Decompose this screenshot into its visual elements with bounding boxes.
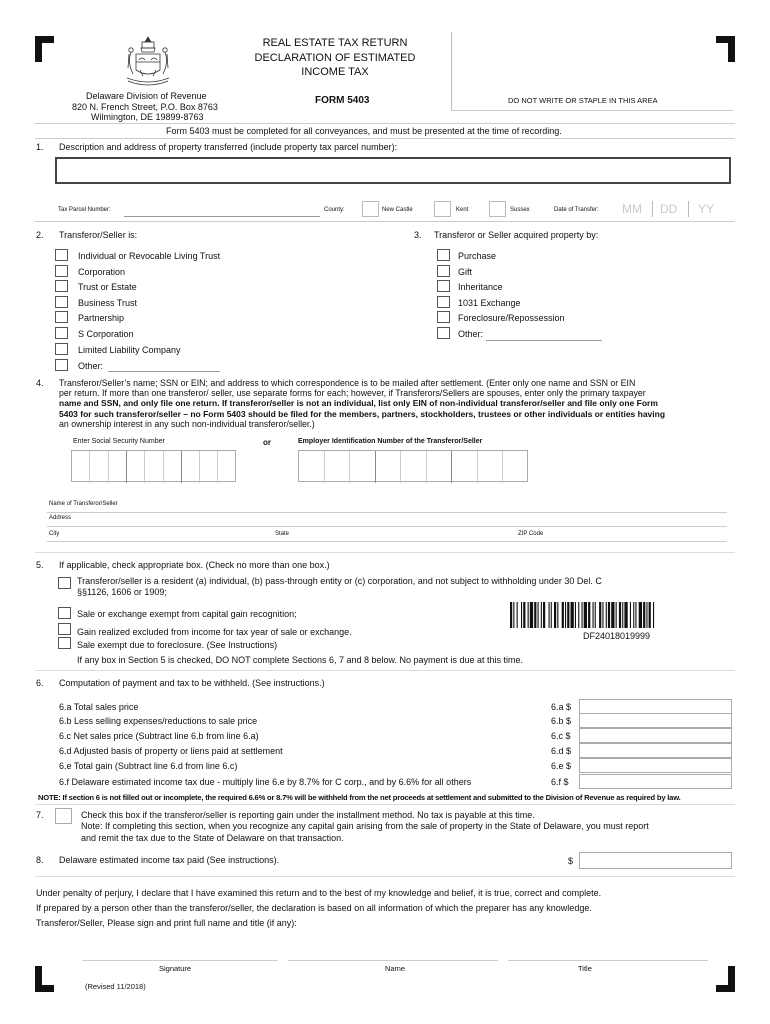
delaware-state-seal [123,34,173,90]
or-label: or [263,438,271,447]
corner-mark-bottom-left-stem [35,966,42,992]
digit-cell-divider [89,451,90,483]
agency-address-1: 820 N. French Street, P.O. Box 8763 [72,102,218,112]
barcode-bar [557,602,558,628]
s4-line-2: per return. If more than one transferor/ seller, use separate forms for each; however, if Transferors/Sellers are spouses, enter only the primary taxpayer [59,388,646,399]
s8-tax-paid-input[interactable] [579,852,732,869]
barcode-bar [599,602,601,628]
barcode-bar [619,602,621,628]
signature-input[interactable] [82,960,278,961]
s4-line-4: 5403 for such transferor/seller – no Form 5403 should be filed for the members, partners, stockholders, trustees or other individuals or entities having [59,408,666,419]
computation-line-text: 6.f Delaware estimated income tax due - multiply line 6.e by 8.7% for C corp., and by 6.6% for all others [59,777,472,787]
agency-address-2: Wilmington, DE 19899-8763 [91,112,204,122]
computation-amount-input[interactable] [579,758,732,773]
transferor-name-input[interactable] [47,512,727,513]
form-number: FORM 5403 [315,95,370,106]
new-castle-checkbox[interactable] [362,201,379,217]
parcel-label: Tax Parcel Number: [58,207,111,213]
acquisition-type-label: Other: [458,329,484,339]
sussex-label: Sussex [510,207,530,213]
s5-exempt-capital-gain-label: Sale or exchange exempt from capital gain recognition; [77,609,297,619]
transferor-type-checkbox[interactable] [55,296,68,308]
barcode-bar [521,602,522,628]
header-rule [35,123,735,124]
form-title [235,36,435,80]
digit-cell-divider [108,451,109,483]
transferor-type-label: Limited Liability Company [78,345,181,355]
barcode-bar [649,602,651,628]
do-not-write-notice: DO NOT WRITE OR STAPLE IN THIS AREA [508,96,658,105]
s5-exempt-capital-gain-checkbox[interactable] [58,607,71,619]
digit-cell-divider [451,451,452,483]
barcode-bar [538,602,539,628]
s7-line-3: and remit the tax due to the State of Delaware on that transaction. [81,833,344,843]
digit-cell-divider [477,451,478,483]
s5-gain-excluded-checkbox[interactable] [58,623,71,635]
computation-line-text: 6.c Net sales price (Subtract line 6.b from line 6.a) [59,731,259,741]
barcode-bar [588,602,590,628]
computation-amount-input[interactable] [579,728,732,743]
digit-cell-divider [199,451,200,483]
form-title-line-1: REAL ESTATE TAX RETURN [262,37,408,49]
computation-line-text: 6.e Total gain (Subtract line 6.d from line 6.c) [59,761,238,771]
title-input[interactable] [508,960,708,961]
s4-number: 4. [36,378,44,388]
s6-note: NOTE: If section 6 is not filled out or incomplete, the required 6.6% or 8.7% will be withheld from the net proceeds at settlement and submitted to the Division of Revenue as required by law. [38,793,681,802]
computation-line-text: 6.a Total sales price [59,702,139,712]
barcode-bar [606,602,607,628]
form-title-line-3: INCOME TAX [301,66,369,78]
barcode-bar [630,602,631,628]
s5-resident-label-2: §§1126, 1606 or 1909; [77,587,167,597]
barcode-bar [575,602,576,628]
section-1-rule [35,221,735,222]
barcode-bar [616,602,617,628]
barcode-bar [582,602,583,628]
transferor-type-label: Individual or Revocable Living Trust [78,251,221,261]
property-description-input[interactable] [55,157,731,184]
barcode-bar [653,602,654,628]
barcode-bar [530,602,533,628]
ein-label: Employer Identification Number of the Transferor/Seller [298,438,483,445]
barcode-bar [611,602,614,628]
intro-rule [35,138,735,139]
barcode-bar [578,602,579,628]
acquisition-type-checkbox[interactable] [437,249,450,261]
acquisition-type-checkbox[interactable] [437,327,450,339]
city-state-zip-input[interactable] [47,541,727,542]
barcode-bar [549,602,550,628]
acquisition-type-label: Gift [458,267,473,277]
barcode-bar [635,602,636,628]
s5-gain-excluded-label: Gain realized excluded from income for tax year of sale or exchange. [77,627,352,637]
barcode-bar [639,602,642,628]
parcel-number-input[interactable] [124,216,320,217]
digit-cell-divider [324,451,325,483]
no-write-area-border [451,32,452,110]
digit-cell-divider [502,451,503,483]
section-6-rule [35,804,735,805]
sussex-checkbox[interactable] [489,201,506,217]
transferor-type-checkbox[interactable] [55,343,68,355]
corner-mark-top-left-stem [35,36,42,62]
corner-mark-bottom-right-stem [728,966,735,992]
date-day-input[interactable]: DD [660,202,678,216]
computation-amount-input[interactable] [579,713,732,728]
s1-number: 1. [36,142,44,152]
barcode-bar [523,602,525,628]
transferor-type-checkbox[interactable] [55,249,68,261]
s6-label: Computation of payment and tax to be withheld. (See instructions.) [59,678,325,688]
barcode-bar [517,602,518,628]
ein-input[interactable] [298,450,528,482]
computation-amount-input[interactable] [579,699,732,714]
barcode-bar [608,602,610,628]
city-label: City [49,531,60,537]
section-4-rule [35,552,735,553]
barcode-bar [562,602,564,628]
s5-foreclosure-label: Sale exempt due to foreclosure. (See Instructions) [77,640,278,650]
barcode-bar [646,602,647,628]
s5-note: If any box in Section 5 is checked, DO NOT complete Sections 6, 7 and 8 below. No payment is due at this time. [77,655,524,665]
barcode-bar [543,602,545,628]
agency-name: Delaware Division of Revenue [86,91,207,101]
acquisition-type-checkbox[interactable] [437,280,450,292]
acquisition-type-checkbox[interactable] [437,311,450,323]
computation-amount-input[interactable] [579,774,732,789]
ssn-input[interactable] [71,450,236,482]
s8-label: Delaware estimated income tax paid (See instructions). [59,855,280,865]
revised-date: (Revised 11/2018) [85,982,146,991]
transferor-type-label: Partnership [78,313,125,323]
digit-cell-divider [426,451,427,483]
barcode-bar [584,602,587,628]
s4-line-5: an ownership interest in any such non-individual transferor/seller.) [59,418,315,429]
address-label: Address [49,515,72,521]
barcode-bar [633,602,634,628]
s2-other-input[interactable] [108,371,220,372]
s4-line-3: name and SSN, and only file one return. If transferor/seller is not an individual, list only EIN of non-individual transferor/seller and file only one Form [59,398,658,409]
s8-number: 8. [36,855,44,865]
kent-checkbox[interactable] [434,201,451,217]
barcode-bar [510,602,512,628]
transferor-type-label: Business Trust [78,298,138,308]
digit-cell-divider [144,451,145,483]
computation-line-text: 6.b Less selling expenses/reductions to sale price [59,716,258,726]
barcode-bar [541,602,542,628]
s3-number: 3. [414,230,422,240]
computation-line-text: 6.d Adjusted basis of property or liens paid at settlement [59,746,283,756]
date-separator-2 [688,201,689,217]
county-label: County: [324,207,345,213]
zip-label: ZIP Code [518,531,544,537]
transferor-type-label: Trust or Estate [78,282,137,292]
s5-label: If applicable, check appropriate box. (Check no more than one box.) [59,560,330,570]
transferor-type-label: S Corporation [78,329,134,339]
s7-installment-checkbox[interactable] [55,808,72,824]
transferor-name-label: Name of Transferor/Seller [49,501,118,507]
acquisition-type-checkbox[interactable] [437,296,450,308]
title-label: Title [578,964,592,973]
barcode-bar [571,602,574,628]
acquisition-type-label: Inheritance [458,282,503,292]
transferor-type-checkbox[interactable] [55,311,68,323]
transferor-type-checkbox[interactable] [55,265,68,277]
s2-label: Transferor/Seller is: [59,230,138,240]
barcode-bar [567,602,569,628]
s4-line-1: Transferor/Seller’s name; SSN or EIN; and address to which correspondence is to be mailed after settlement. (Enter only one name and SSN or EIN [59,378,636,388]
digit-cell-divider [400,451,401,483]
barcode-bar [534,602,536,628]
acquisition-type-checkbox[interactable] [437,265,450,277]
date-of-transfer-label: Date of Transfer: [554,207,599,213]
barcode-bar [622,602,623,628]
no-write-area-bottom [451,110,733,111]
digit-cell-divider [349,451,350,483]
barcode-bar [593,602,594,628]
state-label: State [275,531,290,537]
digit-cell-divider [163,451,164,483]
section-5-rule [35,670,735,671]
s5-resident-checkbox[interactable] [58,577,71,589]
computation-line-ref: 6.d $ [551,746,572,756]
transferor-type-label: Other: [78,361,104,371]
barcode-bar [528,602,529,628]
computation-line-ref: 6.a $ [551,702,572,712]
name-input[interactable] [288,960,498,961]
form-title-line-2: DECLARATION OF ESTIMATED [254,51,416,64]
ssn-label: Enter Social Security Number [73,438,165,445]
date-separator-1 [652,201,653,217]
s6-number: 6. [36,678,44,688]
section-8-rule [35,876,735,877]
digit-cell-divider [126,451,127,483]
declaration-line-3: Transferor/Seller, Please sign and print full name and title (if any): [36,918,297,928]
name-label: Name [385,964,406,973]
barcode-bar [624,602,627,628]
declaration-line-2: If prepared by a person other than the transferor/seller, the declaration is based on all information of which the preparer has any knowledge. [36,903,592,913]
computation-amount-input[interactable] [579,743,732,758]
s4-text [59,378,665,429]
s7-line-2: Note: If completing this section, when you recognize any capital gain arising from the sale of property in the State of Delaware, you must report [81,821,649,831]
s7-line-1: Check this box if the transferor/seller is reporting gain under the installment method. No tax is payable at this time. [81,810,535,820]
acquisition-type-label: Foreclosure/Repossession [458,313,565,323]
acquisition-type-label: Purchase [458,251,497,261]
digit-cell-divider [375,451,376,483]
barcode-bar [602,602,603,628]
barcode-bar [643,602,645,628]
declaration-line-1: Under penalty of perjury, I declare that I have examined this return and to the best of my knowledge and belief, it is true, correct and complete. [36,888,602,898]
new-castle-label: New Castle [382,207,413,213]
transferor-type-checkbox[interactable] [55,359,68,371]
acquisition-type-label: 1031 Exchange [458,298,521,308]
signature-label: Signature [159,964,192,973]
barcode-bar [551,602,552,628]
transferor-type-checkbox[interactable] [55,327,68,339]
computation-line-ref: 6.f $ [551,777,569,787]
s7-number: 7. [36,810,44,820]
date-month-input[interactable]: MM [622,202,642,216]
computation-line-ref: 6.b $ [551,716,572,726]
s2-number: 2. [36,230,44,240]
s8-dollar: $ [568,856,574,866]
s5-number: 5. [36,560,44,570]
barcode-bar [513,602,514,628]
digit-cell-divider [217,451,218,483]
transferor-type-checkbox[interactable] [55,280,68,292]
computation-line-ref: 6.e $ [551,761,572,771]
date-year-input[interactable]: YY [698,202,715,216]
barcode-text: DF24018019999 [583,631,651,641]
barcode [510,602,732,628]
s3-other-input[interactable] [486,340,602,341]
s1-label: Description and address of property transferred (include property tax parcel number): [59,142,398,152]
s5-foreclosure-checkbox[interactable] [58,637,71,649]
digit-cell-divider [181,451,182,483]
corner-mark-top-right-stem [728,36,735,62]
barcode-bar [565,602,566,628]
computation-line-ref: 6.c $ [551,731,571,741]
kent-label: Kent [456,207,469,213]
intro-note: Form 5403 must be completed for all conveyances, and must be presented at the time of recording. [166,126,562,136]
barcode-bar [595,602,596,628]
address-input[interactable] [47,526,727,527]
s3-label: Transferor or Seller acquired property by: [434,230,599,240]
s5-resident-label-1: Transferor/seller is a resident (a) individual, (b) pass-through entity or (c) corporation, and not subject to withholding under 30 Del. C [77,576,602,586]
barcode-bar [554,602,556,628]
transferor-type-label: Corporation [78,267,126,277]
